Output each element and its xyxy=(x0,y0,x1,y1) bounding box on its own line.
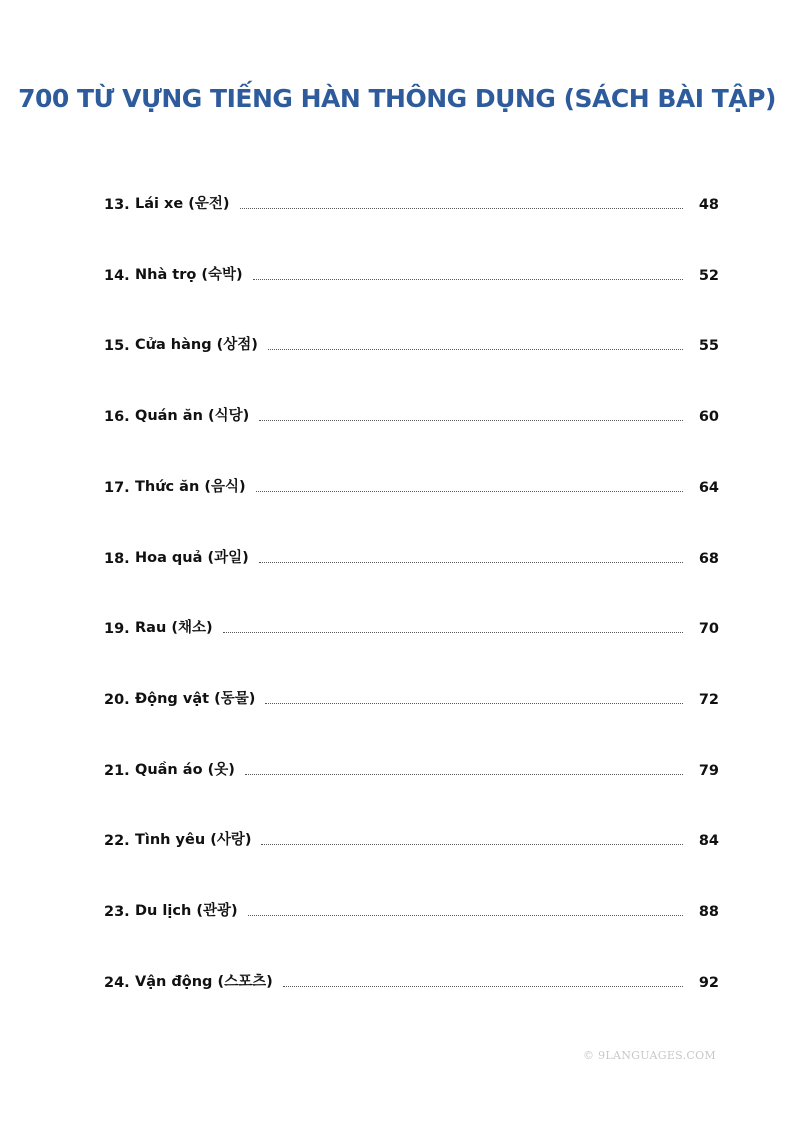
toc-entry-page: 92 xyxy=(698,975,719,991)
toc-dot-leader xyxy=(240,208,683,209)
toc-entry-number: 19. xyxy=(104,621,130,637)
toc-entry-page: 68 xyxy=(698,551,719,567)
toc-entry-page: 79 xyxy=(698,763,719,779)
toc-entry-number: 13. xyxy=(104,197,130,213)
toc-dot-leader xyxy=(265,703,682,704)
page-title: 700 TỪ VỰNG TIẾNG HÀN THÔNG DỤNG (SÁCH BÀI TẬP) xyxy=(18,84,776,113)
toc-entry-title: Du lịch (관광) xyxy=(135,903,238,919)
toc-entry-title: Quần áo (옷) xyxy=(135,762,235,778)
toc-entry-number: 20. xyxy=(104,692,130,708)
toc-entry-title: Động vật (동물) xyxy=(135,691,256,707)
toc-dot-leader xyxy=(223,632,683,633)
toc-entry-number: 23. xyxy=(104,904,130,920)
toc-entry-title: Cửa hàng (상점) xyxy=(135,337,258,353)
toc-entry-title: Lái xe (운전) xyxy=(135,196,230,212)
toc-entry[interactable] xyxy=(104,405,719,425)
toc-entry[interactable] xyxy=(104,264,719,284)
toc-entry[interactable] xyxy=(104,334,719,354)
toc-dot-leader xyxy=(253,279,683,280)
toc-dot-leader xyxy=(261,844,682,845)
toc-entry[interactable] xyxy=(104,476,719,496)
toc-entry[interactable] xyxy=(104,759,719,779)
toc-entry-number: 14. xyxy=(104,268,130,284)
toc-entry-number: 18. xyxy=(104,551,130,567)
watermark: © 9LANGUAGES.COM xyxy=(583,1049,716,1062)
toc-entry-number: 22. xyxy=(104,833,130,849)
toc-entry[interactable] xyxy=(104,971,719,991)
toc-entry-number: 15. xyxy=(104,338,130,354)
toc-dot-leader xyxy=(259,562,683,563)
toc-entry-title: Hoa quả (과일) xyxy=(135,550,249,566)
toc-dot-leader xyxy=(268,349,683,350)
toc-entry-page: 60 xyxy=(698,409,719,425)
toc-entry-title: Nhà trọ (숙박) xyxy=(135,267,243,283)
toc-entry[interactable] xyxy=(104,688,719,708)
toc-entry-title: Rau (채소) xyxy=(135,620,213,636)
toc-dot-leader xyxy=(245,774,683,775)
toc-dot-leader xyxy=(248,915,683,916)
toc-entry-page: 72 xyxy=(698,692,719,708)
toc-entry-title: Thức ăn (음식) xyxy=(135,479,246,495)
toc-dot-leader xyxy=(256,491,683,492)
toc-entry-page: 55 xyxy=(698,338,719,354)
toc-entry[interactable] xyxy=(104,547,719,567)
toc-entry-number: 16. xyxy=(104,409,130,425)
toc-entry-page: 88 xyxy=(698,904,719,920)
toc-entry-page: 84 xyxy=(698,833,719,849)
toc-entry[interactable] xyxy=(104,900,719,920)
toc-entry-number: 21. xyxy=(104,763,130,779)
toc-entry[interactable] xyxy=(104,829,719,849)
toc-entry-title: Tình yêu (사랑) xyxy=(135,832,252,848)
toc-entry-number: 24. xyxy=(104,975,130,991)
toc-entry-title: Quán ăn (식당) xyxy=(135,408,250,424)
toc-entry-page: 48 xyxy=(698,197,719,213)
toc-entry-page: 70 xyxy=(698,621,719,637)
toc-entry-page: 64 xyxy=(698,480,719,496)
toc-entry-number: 17. xyxy=(104,480,130,496)
toc-entry-title: Vận động (스포츠) xyxy=(135,974,273,990)
toc-entry-page: 52 xyxy=(698,268,719,284)
toc-dot-leader xyxy=(283,986,683,987)
toc-entry[interactable] xyxy=(104,617,719,637)
toc-dot-leader xyxy=(259,420,683,421)
toc-entry[interactable] xyxy=(104,193,719,213)
